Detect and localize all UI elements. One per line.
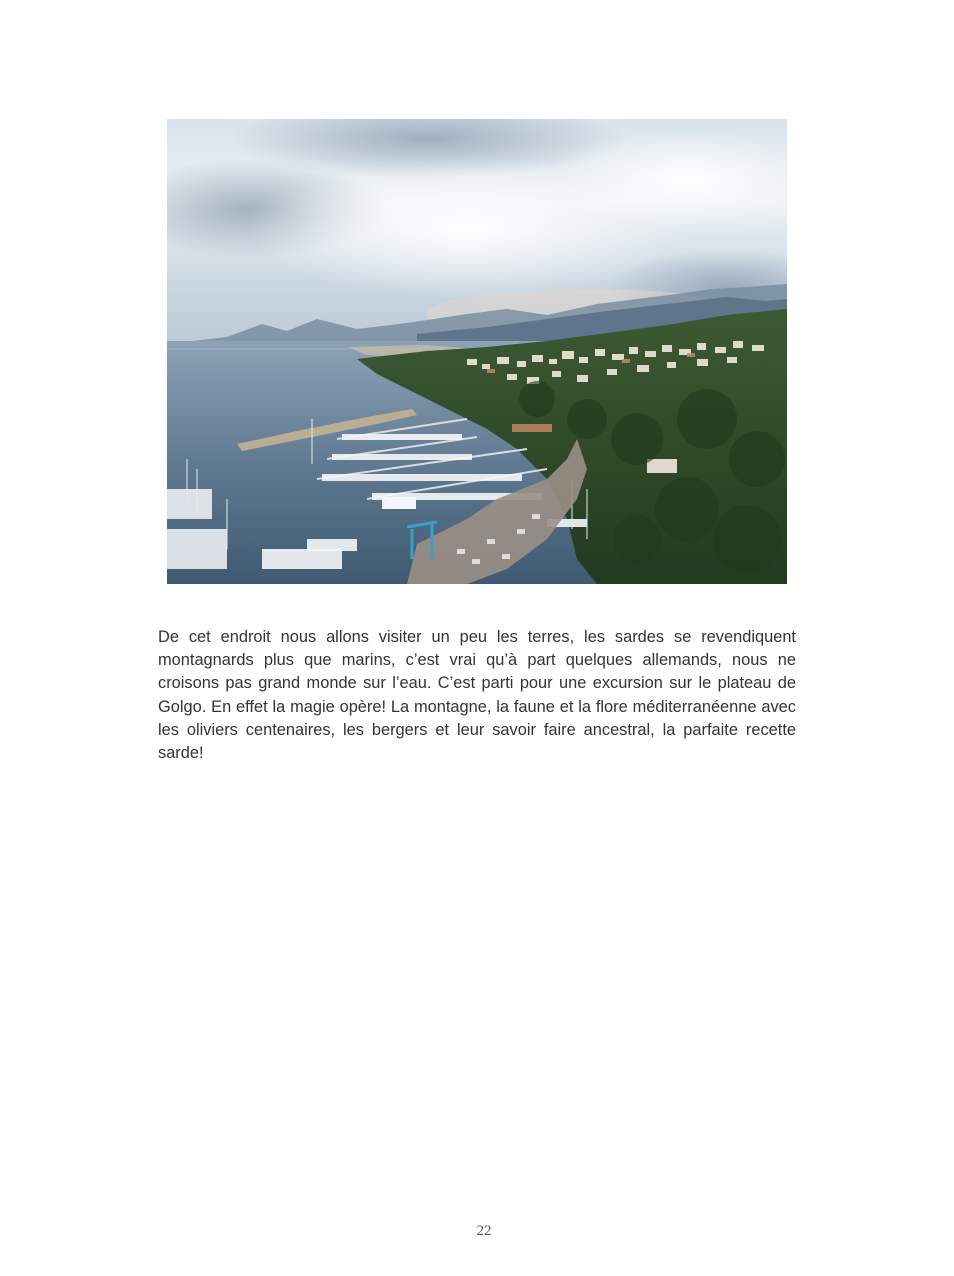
page-number: 22 xyxy=(476,1223,492,1239)
body-paragraph: De cet endroit nous allons visiter un peu les terres, les sardes se revendiquent montagnards plus que marins, c’est vrai qu’à part quelques allemands, nous ne croisons pas grand monde sur l’eau. C’est parti pour une excursion sur le plateau de Golgo. En effet la magie opère! La montagne, la faune et la flore méditerranéenne avec les oliviers centenaires, les bergers et leur savoir faire ancestral, la parfaite recette sarde! xyxy=(158,628,796,763)
harbor-photo xyxy=(167,119,787,584)
